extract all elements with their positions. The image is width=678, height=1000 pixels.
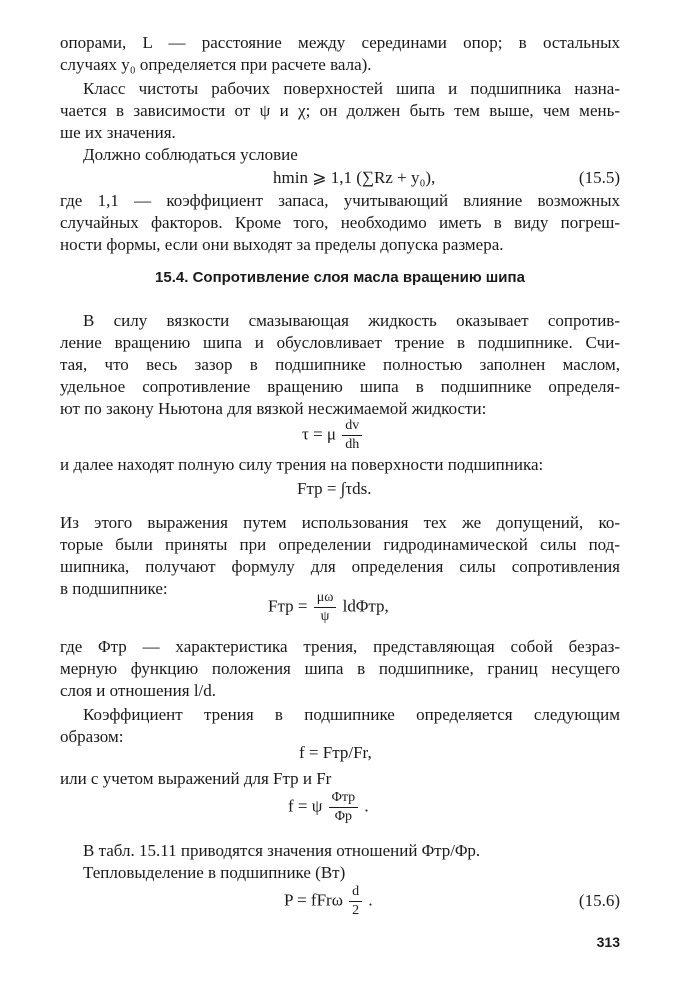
- fraction-denominator: 2: [352, 903, 360, 918]
- text-line: в подшипнике:: [60, 579, 168, 598]
- formula-ftr2: [268, 590, 389, 625]
- fraction-numerator: Φтр: [329, 790, 359, 808]
- fraction-denominator: dh: [345, 437, 360, 452]
- fraction-numerator: dv: [342, 418, 362, 436]
- text-line: Должно соблюдаться условие: [83, 145, 298, 164]
- formula-15-6: [284, 884, 373, 919]
- text-line: где 1,1 — коэффициент запаса, учитывающий влияние возможных: [60, 191, 620, 210]
- text-line: опорами, L — расстояние между серединами опор; в остальных: [60, 33, 620, 52]
- text-line: слоя и отношения l/d.: [60, 681, 217, 700]
- text-line: Тепловыделение в подшипнике (Вт): [83, 863, 346, 882]
- formula-lhs: P = fFrω: [284, 890, 343, 910]
- text-line: чается в зависимости от ψ и χ; он должен быть тем выше, чем мень-: [60, 101, 620, 120]
- text-line: или с учетом выражений для Fтр и Fr: [60, 769, 332, 788]
- section-heading: 15.4. Сопротивление слоя масла вращению шипа: [155, 269, 525, 286]
- text-line: случаях y₀ определяется при расчете вала).: [60, 55, 372, 74]
- text-line: Класс чистоты рабочих поверхностей шипа и подшипника назна-: [83, 79, 620, 98]
- fraction: [342, 418, 362, 453]
- text-line: торые были приняты при определении гидродинамической силы под-: [60, 535, 620, 554]
- text-line: Коэффициент трения в подшипнике определяется следующим: [83, 705, 620, 724]
- formula-rhs: .: [364, 796, 369, 816]
- text-line: ше их значения.: [60, 123, 176, 142]
- text-line: случайных факторов. Кроме того, необходимо иметь в виду погреш-: [60, 213, 620, 232]
- fraction-denominator: ψ: [320, 609, 330, 624]
- formula-tau: [302, 418, 364, 453]
- formula-lhs: Fтр =: [268, 596, 308, 616]
- fraction-numerator: μω: [314, 590, 337, 608]
- text-line: В силу вязкости смазывающая жидкость оказывает сопротив-: [83, 311, 620, 330]
- fraction: [349, 884, 362, 919]
- text-line: Из этого выражения путем использования тех же допущений, ко-: [60, 513, 620, 532]
- text-line: ют по закону Ньютона для вязкой несжимаемой жидкости:: [60, 399, 487, 418]
- fraction-numerator: d: [349, 884, 362, 902]
- equation-number: (15.6): [578, 891, 620, 910]
- text-line: мерную функцию положения шипа в подшипнике, границ несущего: [60, 659, 620, 678]
- formula-15-5: hmin ⩾ 1,1 (∑Rz + y₀),: [273, 168, 436, 187]
- text-line: ление вращению шипа и обусловливает трение в подшипнике. Счи-: [60, 333, 620, 352]
- equation-number: (15.5): [578, 168, 620, 187]
- text-line: ности формы, если они выходят за пределы допуска размера.: [60, 235, 504, 254]
- formula-lhs: f = ψ: [288, 796, 323, 816]
- text-line: где Φтр — характеристика трения, представляющая собой безраз-: [60, 637, 620, 656]
- formula-f1: f = Fтр/Fr,: [299, 743, 372, 762]
- formula-f2: [288, 790, 369, 825]
- text-line: тая, что весь зазор в подшипнике полностью заполнен маслом,: [60, 355, 620, 374]
- text-line: удельное сопротивление вращению шипа в подшипнике определя-: [60, 377, 620, 396]
- formula-lhs: τ = μ: [302, 424, 337, 444]
- text-line: В табл. 15.11 приводятся значения отношений Φтр/Φp.: [83, 841, 481, 860]
- fraction: [314, 590, 337, 625]
- formula-rhs: ldΦтр,: [342, 596, 389, 616]
- fraction-denominator: Φp: [334, 809, 353, 824]
- fraction: [329, 790, 359, 825]
- text-line: образом:: [60, 727, 124, 746]
- text-line: шипника, получают формулу для определения силы сопротивления: [60, 557, 620, 576]
- formula-rhs: .: [368, 890, 373, 910]
- text-line: и далее находят полную силу трения на поверхности подшипника:: [60, 455, 544, 474]
- formula-ftr: Fтр = ∫τds.: [297, 479, 372, 498]
- page-number: 313: [596, 934, 620, 950]
